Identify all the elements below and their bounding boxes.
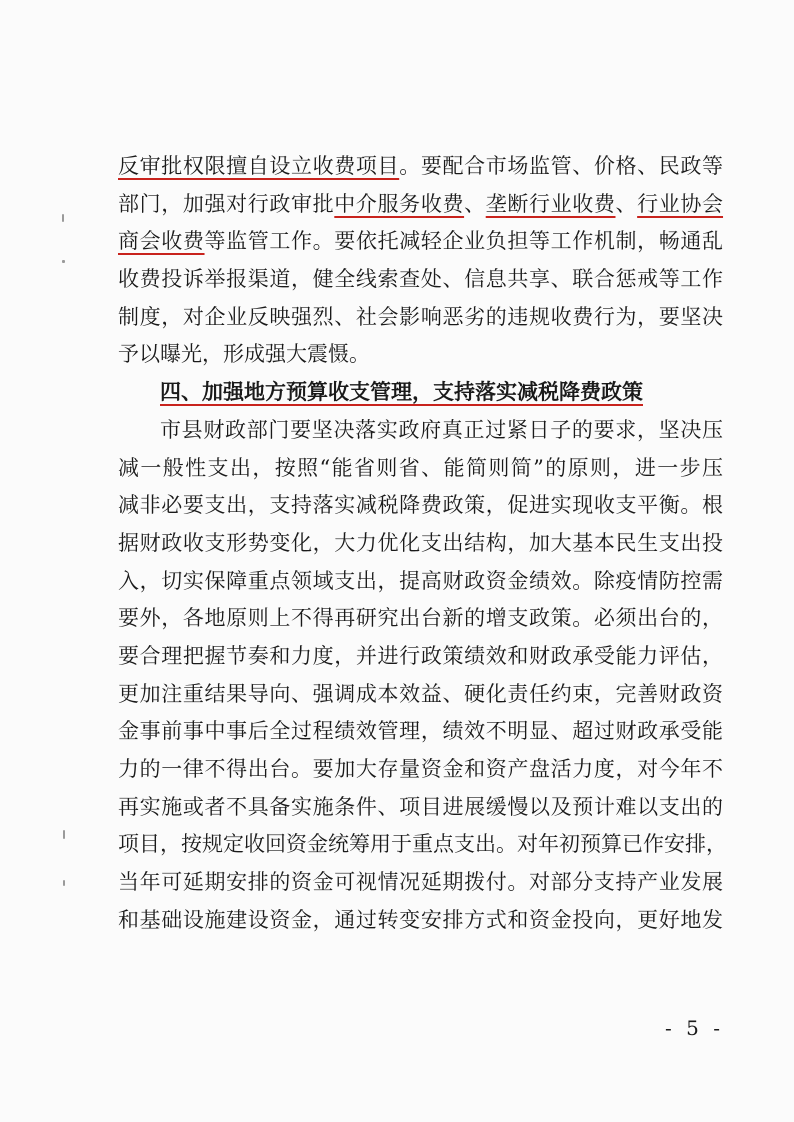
- underlined-phrase: 垄断行业收费: [485, 191, 616, 216]
- text-line: 当年可延期安排的资金可视情况延期拨付。对部分支持产业发展: [118, 870, 723, 895]
- text-line: [118, 223, 723, 261]
- text-line: 金事前事中事后全过程绩效管理，绩效不明显、超过财政承受能: [118, 719, 723, 744]
- text-line: 更加注重结果导向、强调成本效益、硬化责任约束，完善财政资: [118, 681, 723, 706]
- text-line: 力的一律不得出台。要加大存量资金和资产盘活力度，对今年不: [118, 757, 723, 781]
- text-line: 据财政收支形势变化，大力优化支出结构，加大基本民生支出投: [118, 530, 723, 555]
- text-segment: 。要配合市场监管、价格、民政等: [399, 154, 724, 178]
- scan-speck: [63, 880, 65, 886]
- text-line: 减非必要支出，支持落实减税降费政策，促进实现收支平衡。根: [118, 493, 723, 518]
- text-line: 要外，各地原则上不得再研究出台新的增支政策。必须出台的，: [118, 606, 723, 631]
- underlined-phrase: 行业协会: [637, 191, 724, 216]
- underlined-phrase: 商会收费: [118, 229, 205, 254]
- text-line: 收费投诉举报渠道，健全线索查处、信息共享、联合惩戒等工作: [118, 267, 723, 292]
- text-line: 和基础设施建设资金，通过转变安排方式和资金投向，更好地发: [118, 907, 723, 932]
- text-line: 予以曝光，形成强大震慑。: [118, 342, 370, 367]
- scan-speck: [62, 214, 64, 222]
- text-line: 再实施或者不具备实施条件、项目进展缓慢以及预计难以支出的: [118, 794, 723, 819]
- scan-speck: [63, 830, 65, 839]
- text-segment: 、: [464, 191, 486, 216]
- body-text: [118, 148, 727, 939]
- text-line: 市县财政部门要坚决落实政府真正过紧日子的要求，坚决压: [160, 417, 723, 442]
- section-heading: [118, 374, 723, 412]
- scan-speck: [62, 260, 65, 263]
- text-line: 入，切实保障重点领域支出，提高财政资金绩效。除疫情防控需: [118, 568, 723, 593]
- underlined-phrase: 反审批权限擅自设立收费项目: [118, 154, 400, 178]
- underlined-heading-text: 四、加强地方预算收支管理，支持落实减税降费政策: [160, 380, 643, 405]
- text-line: 要合理把握节奏和力度，并进行政策绩效和财政承受能力评估，: [118, 643, 723, 668]
- text-segment: 、: [615, 191, 638, 216]
- text-segment: 部门，加强对行政审批: [118, 191, 335, 216]
- text-line: [118, 148, 723, 186]
- page-number: - 5 -: [665, 1016, 724, 1040]
- text-line: 减一般性支出，按照“能省则省、能简则简”的原则，进一步压: [118, 455, 723, 480]
- underlined-phrase: 中介服务收费: [334, 191, 465, 216]
- text-line: 项目，按规定收回资金统筹用于重点支出。对年初预算已作安排，: [118, 832, 727, 857]
- text-line: 制度，对企业反映强烈、社会影响恶劣的违规收费行为，要坚决: [118, 304, 723, 329]
- text-segment: 等监管工作。要依托减轻企业负担等工作机制，畅通乱: [204, 229, 724, 254]
- text-line: [118, 186, 723, 224]
